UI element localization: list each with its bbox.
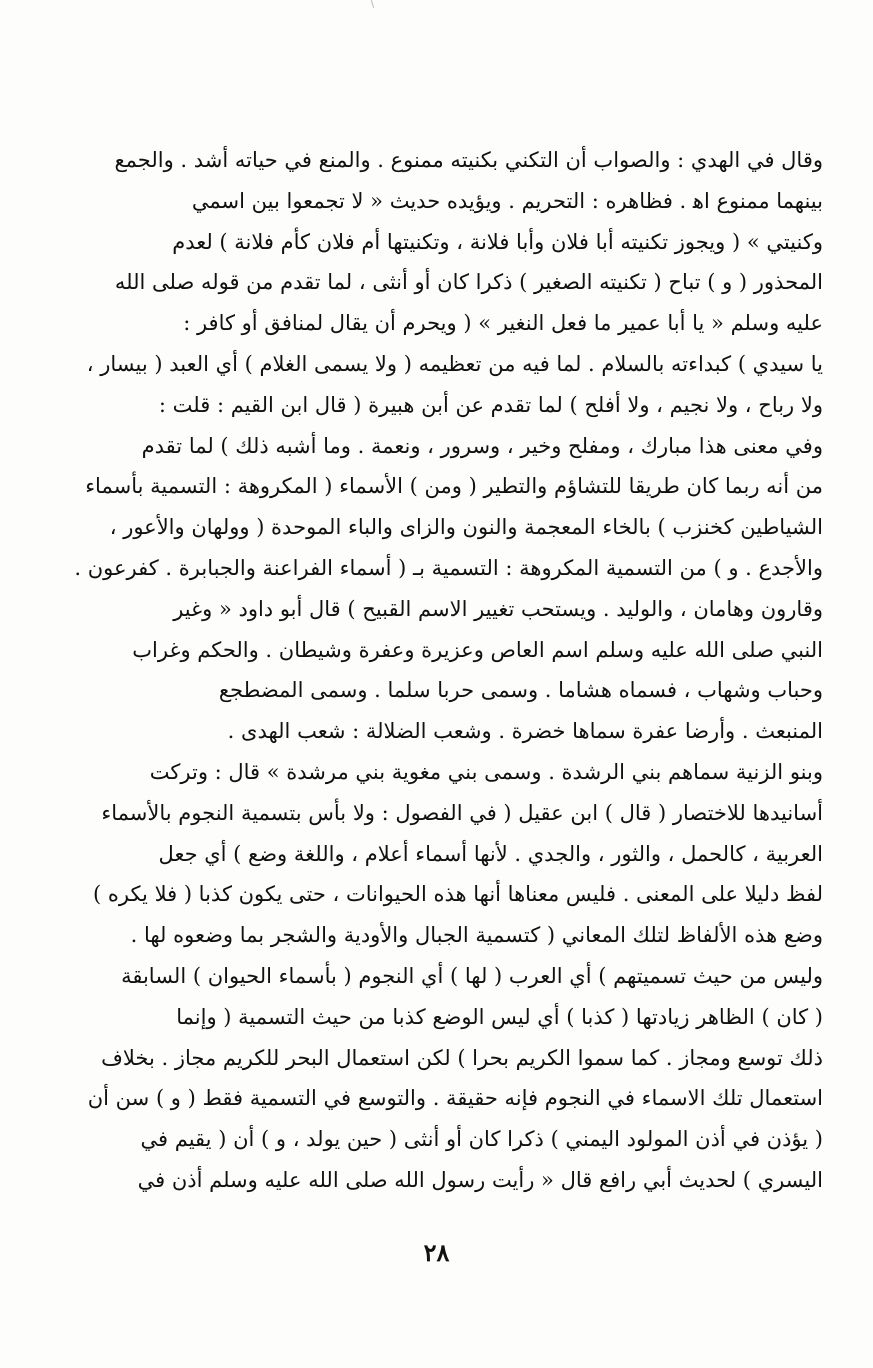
text-line: بينهما ممنوع اﻫ . فظاهره : التحريم . ويؤيده حديث « لا تجمعوا بين اسمي (191, 188, 823, 213)
text-line: وضع هذه الألفاظ لتلك المعاني ( كتسمية الجبال والأودية والشجر بما وضعوه لها . (130, 923, 823, 948)
text-line: ( كان ) الظاهر زيادتها ( كذبا ) أي ليس الوضع كذبا من حيث التسمية ( وإنما (176, 1004, 823, 1029)
text-line: المنبعث . وأرضا عفرة سماها خضرة . وشعب الضلالة : شعب الهدى . (227, 719, 823, 744)
text-line: المحذور ( و ) تباح ( تكنيته الصغير ) ذكرا كان أو أنثى ، لما تقدم من قوله صلى الله (114, 270, 823, 295)
text-line: النبي صلى الله عليه وسلم اسم العاص وعزيرة وعفرة وشيطان . والحكم وغراب (132, 637, 823, 662)
text-line: والأجدع . و ) من التسمية المكروهة : التسمية بـ ( أسماء الفراعنة والجبابرة . كفرعون . (74, 555, 823, 580)
text-line: وقال في الهدي : والصواب أن التكني بكنيته ممنوع . والمنع في حياته أشد . والجمع (114, 148, 823, 172)
text-line: الشياطين كخنزب ) بالخاء المعجمة والنون والزاى والباء الموحدة ( وولهان والأعور ، (109, 515, 823, 540)
text-line: ذلك توسع ومجاز . كما سموا الكريم بحرا ) لكن استعمال البحر للكريم مجاز . بخلاف (101, 1045, 823, 1070)
text-line: وحباب وشهاب ، فسماه هشاما . وسمى حربا سلما . وسمى المضطجع (218, 678, 823, 703)
scan-mark (371, 0, 374, 8)
text-line: عليه وسلم « يا أبا عمير ما فعل النغير » ( ويحرم أن يقال لمنافق أو كافر : (183, 311, 823, 336)
text-line: يا سيدي ) كبداءته بالسلام . لما فيه من تعظيمه ( ولا يسمى الغلام ) أي العبد ( بيسار ، (86, 351, 823, 376)
text-line: لفظ دليلا على المعنى . فليس معناها أنها هذه الحيوانات ، حتى يكون كذبا ( فلا يكره ) (93, 882, 823, 907)
text-line: وكنيتي » ( ويجوز تكنيته أبا فلان وأبا فلانة ، وتكنيتها أم فلان كأم فلانة ) لعدم (172, 229, 823, 254)
text-line: من أنه ربما كان طريقا للتشاؤم والتطير ( ومن ) الأسماء ( المكروهة : التسمية بأسماء (85, 474, 823, 499)
text-line: العربية ، كالحمل ، والثور ، والجدي . لأنها أسماء أعلام ، واللغة وضع ) أي جعل (158, 841, 823, 866)
text-line: استعمال تلك الاسماء في النجوم فإنه حقيقة . والتوسع في التسمية فقط ( و ) سن أن (87, 1086, 823, 1111)
text-line: اليسري ) لحديث أبي رافع قال « رأيت رسول الله صلى الله عليه وسلم أذن في (137, 1167, 823, 1192)
text-line: أسانيدها للاختصار ( قال ) ابن عقيل ( في الفصول : ولا بأس بتسمية النجوم بالأسماء (101, 800, 823, 825)
page-number: ٢٨ (423, 1238, 450, 1267)
text-line: ( يؤذن في أذن المولود اليمني ) ذكرا كان أو أنثى ( حين يولد ، و ) أن ( يقيم في (140, 1127, 823, 1152)
body-text (40, 140, 823, 1201)
text-line: وبنو الزنية سماهم بني الرشدة . وسمى بني مغوية بني مرشدة » قال : وتركت (149, 759, 823, 784)
text-line: ولا رباح ، ولا نجيم ، ولا أفلح ) لما تقدم عن أبن هبيرة ( قال ابن القيم : قلت : (158, 392, 823, 417)
text-line: وليس من حيث تسميتهم ) أي العرب ( لها ) أي النجوم ( بأسماء الحيوان ) السابقة (121, 963, 823, 988)
text-line: وفي معنى هذا مبارك ، ومفلح وخير ، وسرور ، ونعمة . وما أشبه ذلك ) لما تقدم (141, 433, 823, 458)
text-line: وقارون وهامان ، والوليد . ويستحب تغيير الاسم القبيح ) قال أبو داود « وغير (173, 596, 823, 621)
